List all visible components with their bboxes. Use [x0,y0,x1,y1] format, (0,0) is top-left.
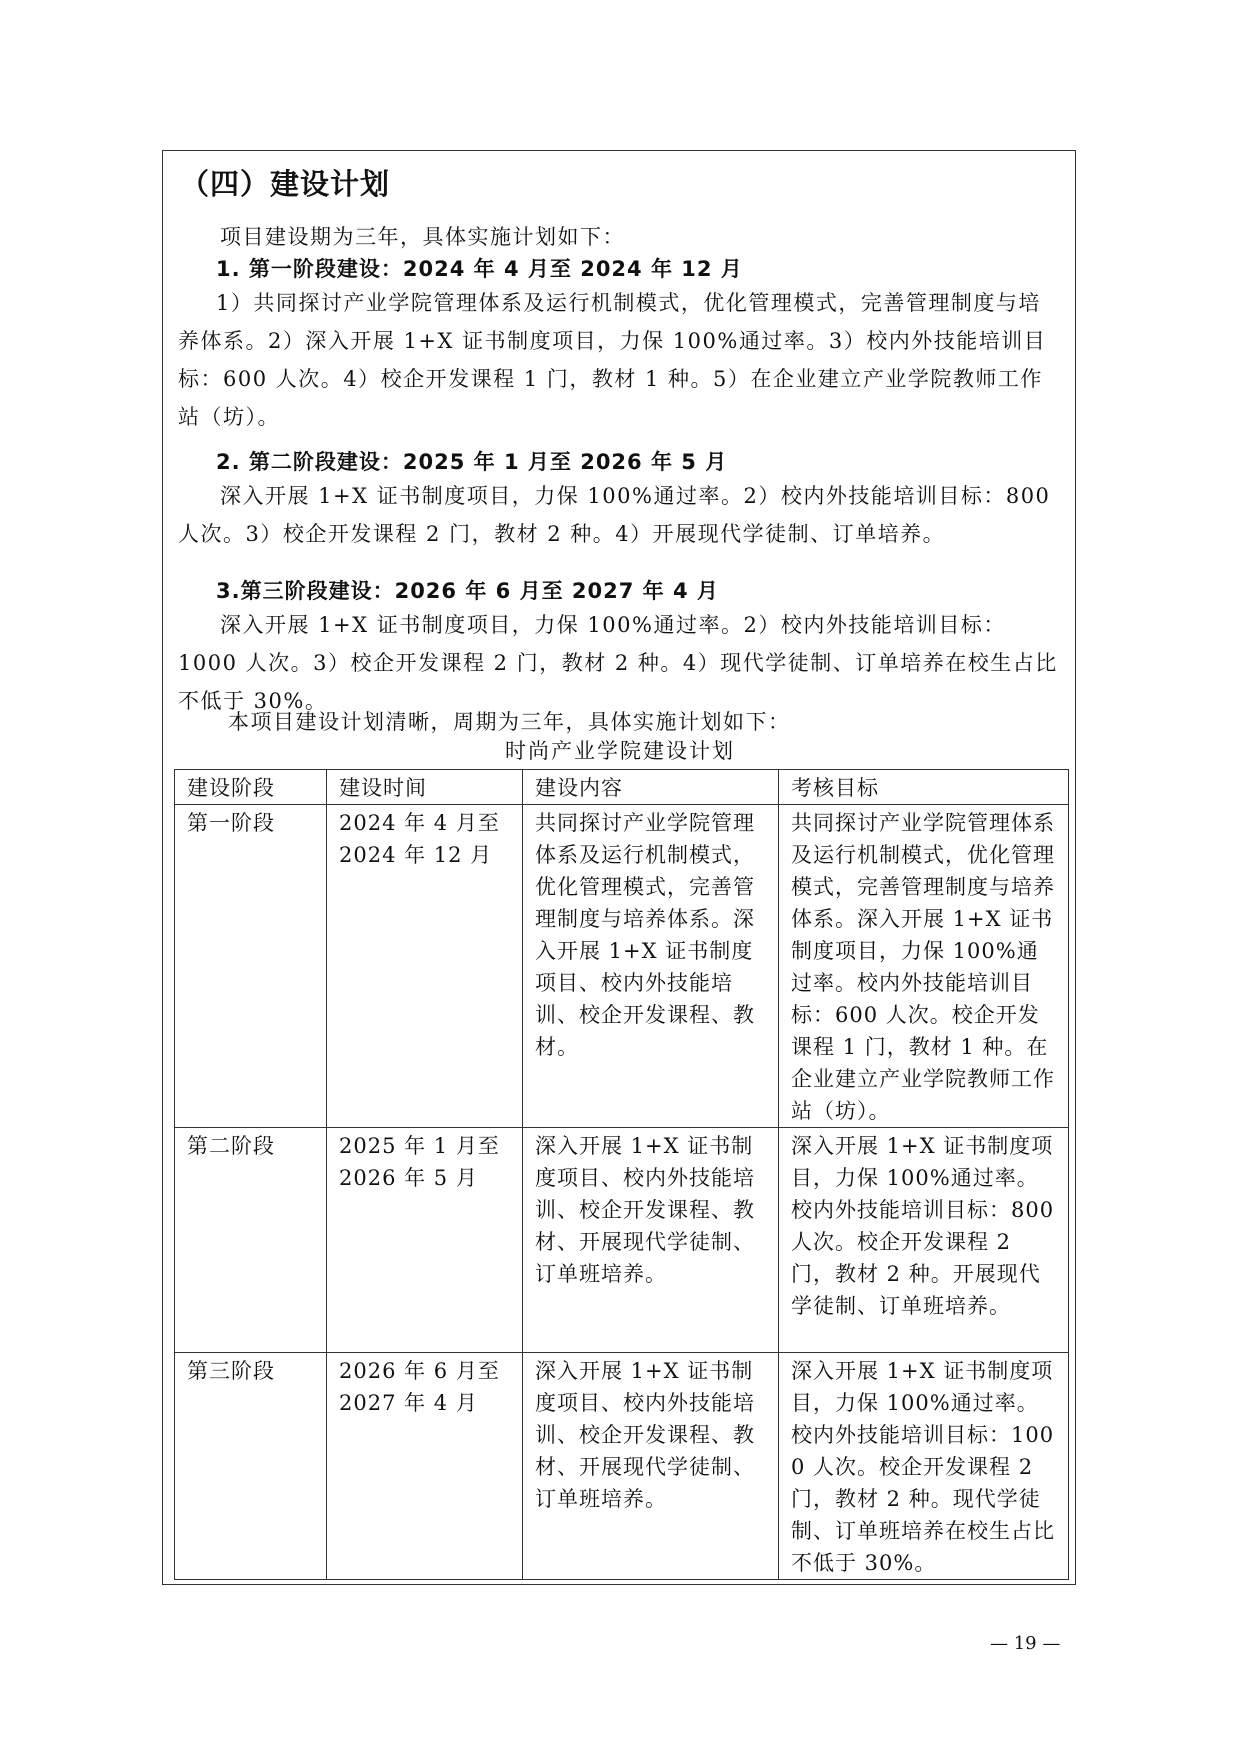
plan-table [174,769,1069,1580]
page-number: — 19 — [990,1633,1061,1654]
stage-1-heading: 1. 第一阶段建设：2024 年 4 月至 2024 年 12 月 [216,257,743,281]
cell-content: 深入开展 1+X 证书制度项目、校内外技能培训、校企开发课程、教材、开展现代学徒制、订单班培养。 [523,1353,779,1580]
stage-3-heading: 3.第三阶段建设：2026 年 6 月至 2027 年 4 月 [216,579,719,603]
cell-target: 共同探讨产业学院管理体系及运行机制模式，优化管理模式，完善管理制度与培养体系。深入开展 1+X 证书制度项目，力保 100%通过率。校内外技能培训目标：600 人次。校企开发课程 1 门，教材 1 种。在企业建立产业学院教师工作站（坊）。 [779,805,1069,1128]
table-row [175,1128,1069,1353]
cell-content: 深入开展 1+X 证书制度项目、校内外技能培训、校企开发课程、教材、开展现代学徒制、订单班培养。 [523,1128,779,1353]
header-target: 考核目标 [779,770,1069,805]
section-title: （四）建设计划 [180,167,391,201]
header-time: 建设时间 [327,770,523,805]
cell-content: 共同探讨产业学院管理体系及运行机制模式，优化管理模式，完善管理制度与培养体系。深入开展 1+X 证书制度项目、校内外技能培训、校企开发课程、教材。 [523,805,779,1128]
header-stage: 建设阶段 [175,770,327,805]
table-row [175,1353,1069,1580]
cell-time: 2026 年 6 月至 2027 年 4 月 [327,1353,523,1580]
stage-1-body: 1）共同探讨产业学院管理体系及运行机制模式，优化管理模式，完善管理制度与培养体系。2）深入开展 1+X 证书制度项目，力保 100%通过率。3）校内外技能培训目标：600 人次。4）校企开发课程 1 门，教材 1 种。5）在企业建立产业学院教师工作站（坊）。 [178,291,1047,429]
stage-2-body: 深入开展 1+X 证书制度项目，力保 100%通过率。2）校内外技能培训目标：800 人次。3）校企开发课程 2 门，教材 2 种。4）开展现代学徒制、订单培养。 [178,484,1051,546]
summary-paragraph: 本项目建设计划清晰，周期为三年，具体实施计划如下： [228,710,791,734]
stage-2-heading: 2. 第二阶段建设：2025 年 1 月至 2026 年 5 月 [216,450,728,474]
cell-target: 深入开展 1+X 证书制度项目，力保 100%通过率。校内外技能培训目标：800 人次。校企开发课程 2 门，教材 2 种。开展现代学徒制、订单班培养。 [779,1128,1069,1353]
table-header-row [175,770,1069,805]
cell-time: 2024 年 4 月至 2024 年 12 月 [327,805,523,1128]
cell-time: 2025 年 1 月至 2026 年 5 月 [327,1128,523,1353]
intro-paragraph: 项目建设期为三年，具体实施计划如下： [220,225,625,249]
table-caption: 时尚产业学院建设计划 [505,739,735,763]
cell-target: 深入开展 1+X 证书制度项目，力保 100%通过率。校内外技能培训目标：1000 人次。校企开发课程 2 门，教材 2 种。现代学徒制、订单班培养在校生占比不低于 30%。 [779,1353,1069,1580]
stage-3-body: 深入开展 1+X 证书制度项目，力保 100%通过率。2）校内外技能培训目标：1000 人次。3）校企开发课程 2 门，教材 2 种。4）现代学徒制、订单培养在校生占比不低于 30%。 [178,613,1058,713]
header-content: 建设内容 [523,770,779,805]
table-row [175,805,1069,1128]
cell-stage: 第二阶段 [175,1128,327,1353]
cell-stage: 第一阶段 [175,805,327,1128]
cell-stage: 第三阶段 [175,1353,327,1580]
